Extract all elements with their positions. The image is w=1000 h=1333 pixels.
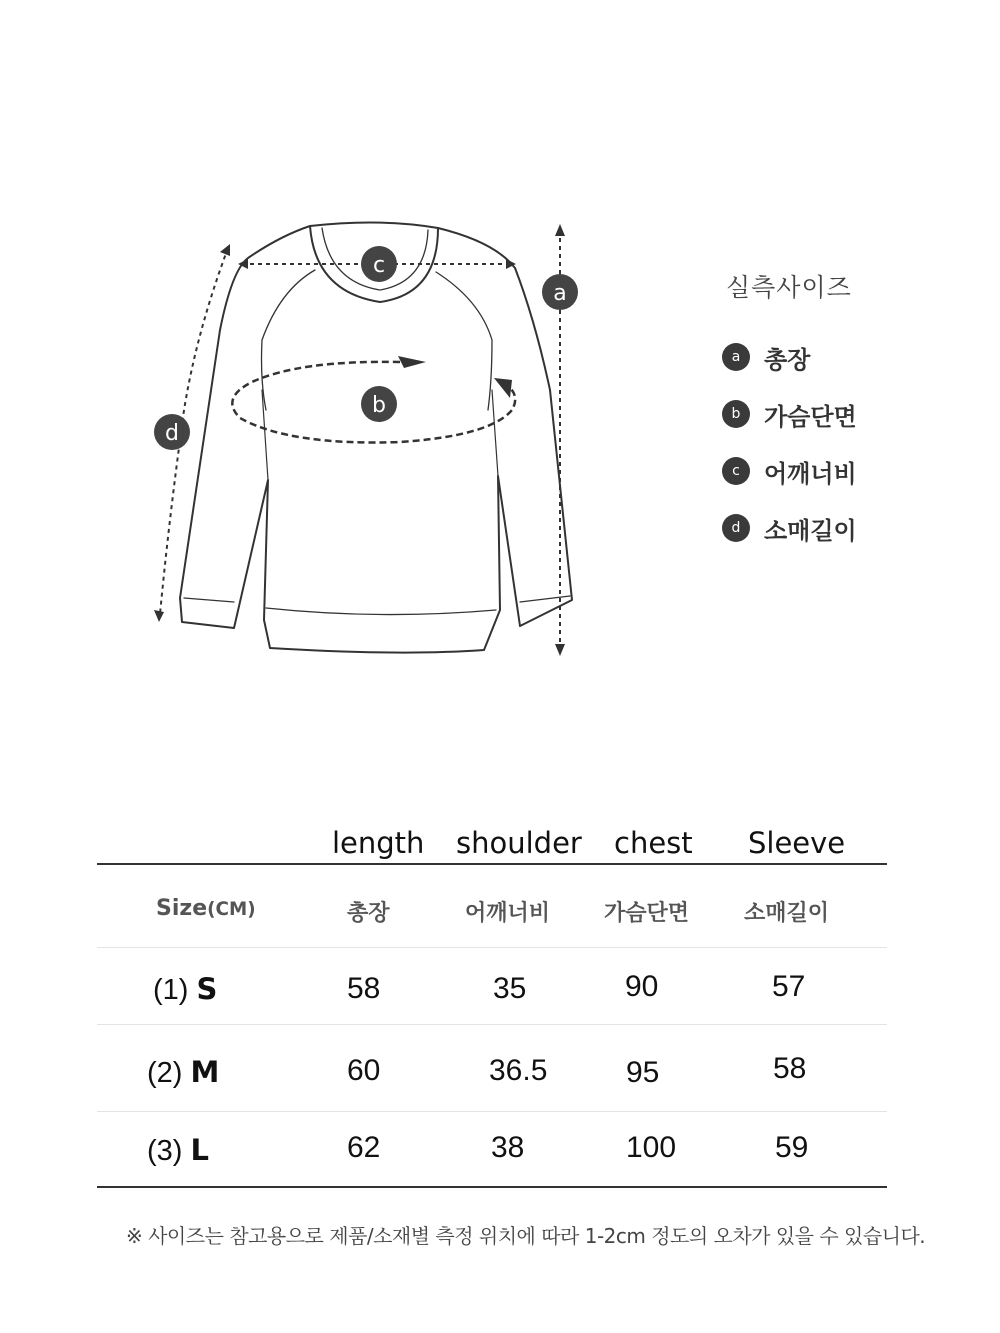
- legend-badge-c: c: [722, 457, 750, 485]
- legend-label-d: 소매길이: [764, 516, 857, 545]
- marker-c-label: c: [372, 253, 386, 278]
- row-l-length: 62: [347, 1131, 381, 1164]
- header-sleeve-en: Sleeve: [748, 826, 846, 860]
- marker-a-label: a: [553, 281, 567, 306]
- legend-badge-a: a: [722, 343, 750, 371]
- row-l-chest: 100: [626, 1131, 677, 1164]
- row-l-number: (3): [147, 1135, 183, 1167]
- row-s-length: 58: [347, 972, 381, 1005]
- header-size-label: Size: [156, 896, 208, 921]
- row-divider: [97, 1024, 887, 1025]
- row-m-label: [147, 1055, 219, 1090]
- row-s-shoulder: 35: [493, 972, 527, 1005]
- legend-label-a: 총장: [764, 345, 811, 374]
- header-length-en: length: [332, 826, 425, 860]
- measurement-legend: [722, 268, 942, 570]
- table-bottom-rule: [97, 1186, 887, 1188]
- marker-a: [542, 274, 578, 310]
- marker-d: [154, 414, 190, 450]
- header-shoulder-ko: 어깨너비: [465, 901, 551, 926]
- row-s-sleeve: 57: [772, 970, 806, 1003]
- header-length-ko: 총장: [347, 901, 390, 926]
- row-m-chest: 95: [626, 1056, 660, 1089]
- legend-label-b: 가슴단면: [764, 402, 857, 431]
- legend-badge-d: d: [722, 514, 750, 542]
- header-size-unit: (CM): [207, 899, 256, 920]
- row-m-shoulder: 36.5: [489, 1054, 548, 1087]
- row-l-size: L: [190, 1133, 209, 1167]
- legend-label-c: 어깨너비: [764, 459, 857, 488]
- header-sleeve-ko: 소매길이: [744, 901, 830, 926]
- table-top-rule: [97, 863, 887, 865]
- row-l-sleeve: 59: [775, 1131, 809, 1164]
- row-divider: [97, 947, 887, 948]
- legend-item-c: [722, 456, 942, 486]
- row-l-label: [147, 1133, 209, 1168]
- row-s-chest: 90: [625, 970, 659, 1003]
- marker-d-label: d: [165, 421, 179, 446]
- row-m-number: (2): [147, 1057, 183, 1089]
- sweatshirt-diagram: [140, 210, 600, 670]
- marker-b: [361, 386, 397, 422]
- size-footnote: ※ 사이즈는 참고용으로 제품/소재별 측정 위치에 따라 1-2cm 정도의 오차가 있을 수 있습니다.: [126, 1224, 926, 1248]
- row-s-number: (1): [153, 974, 189, 1006]
- header-size: [156, 896, 256, 921]
- header-chest-en: chest: [614, 826, 693, 860]
- row-divider: [97, 1111, 887, 1112]
- header-shoulder-en: shoulder: [456, 826, 582, 860]
- legend-item-b: [722, 399, 942, 429]
- marker-c: [361, 246, 397, 282]
- legend-title: 실측사이즈: [726, 273, 852, 302]
- legend-item-a: [722, 342, 942, 372]
- row-s-size: S: [196, 972, 218, 1006]
- row-m-sleeve: 58: [773, 1052, 807, 1085]
- row-m-length: 60: [347, 1054, 381, 1087]
- row-m-size: M: [190, 1055, 220, 1089]
- legend-badge-b: b: [722, 400, 750, 428]
- marker-b-label: b: [372, 393, 386, 418]
- header-chest-ko: 가슴단면: [604, 901, 690, 926]
- legend-item-d: [722, 513, 942, 543]
- row-l-shoulder: 38: [491, 1131, 525, 1164]
- row-s-label: [153, 972, 217, 1007]
